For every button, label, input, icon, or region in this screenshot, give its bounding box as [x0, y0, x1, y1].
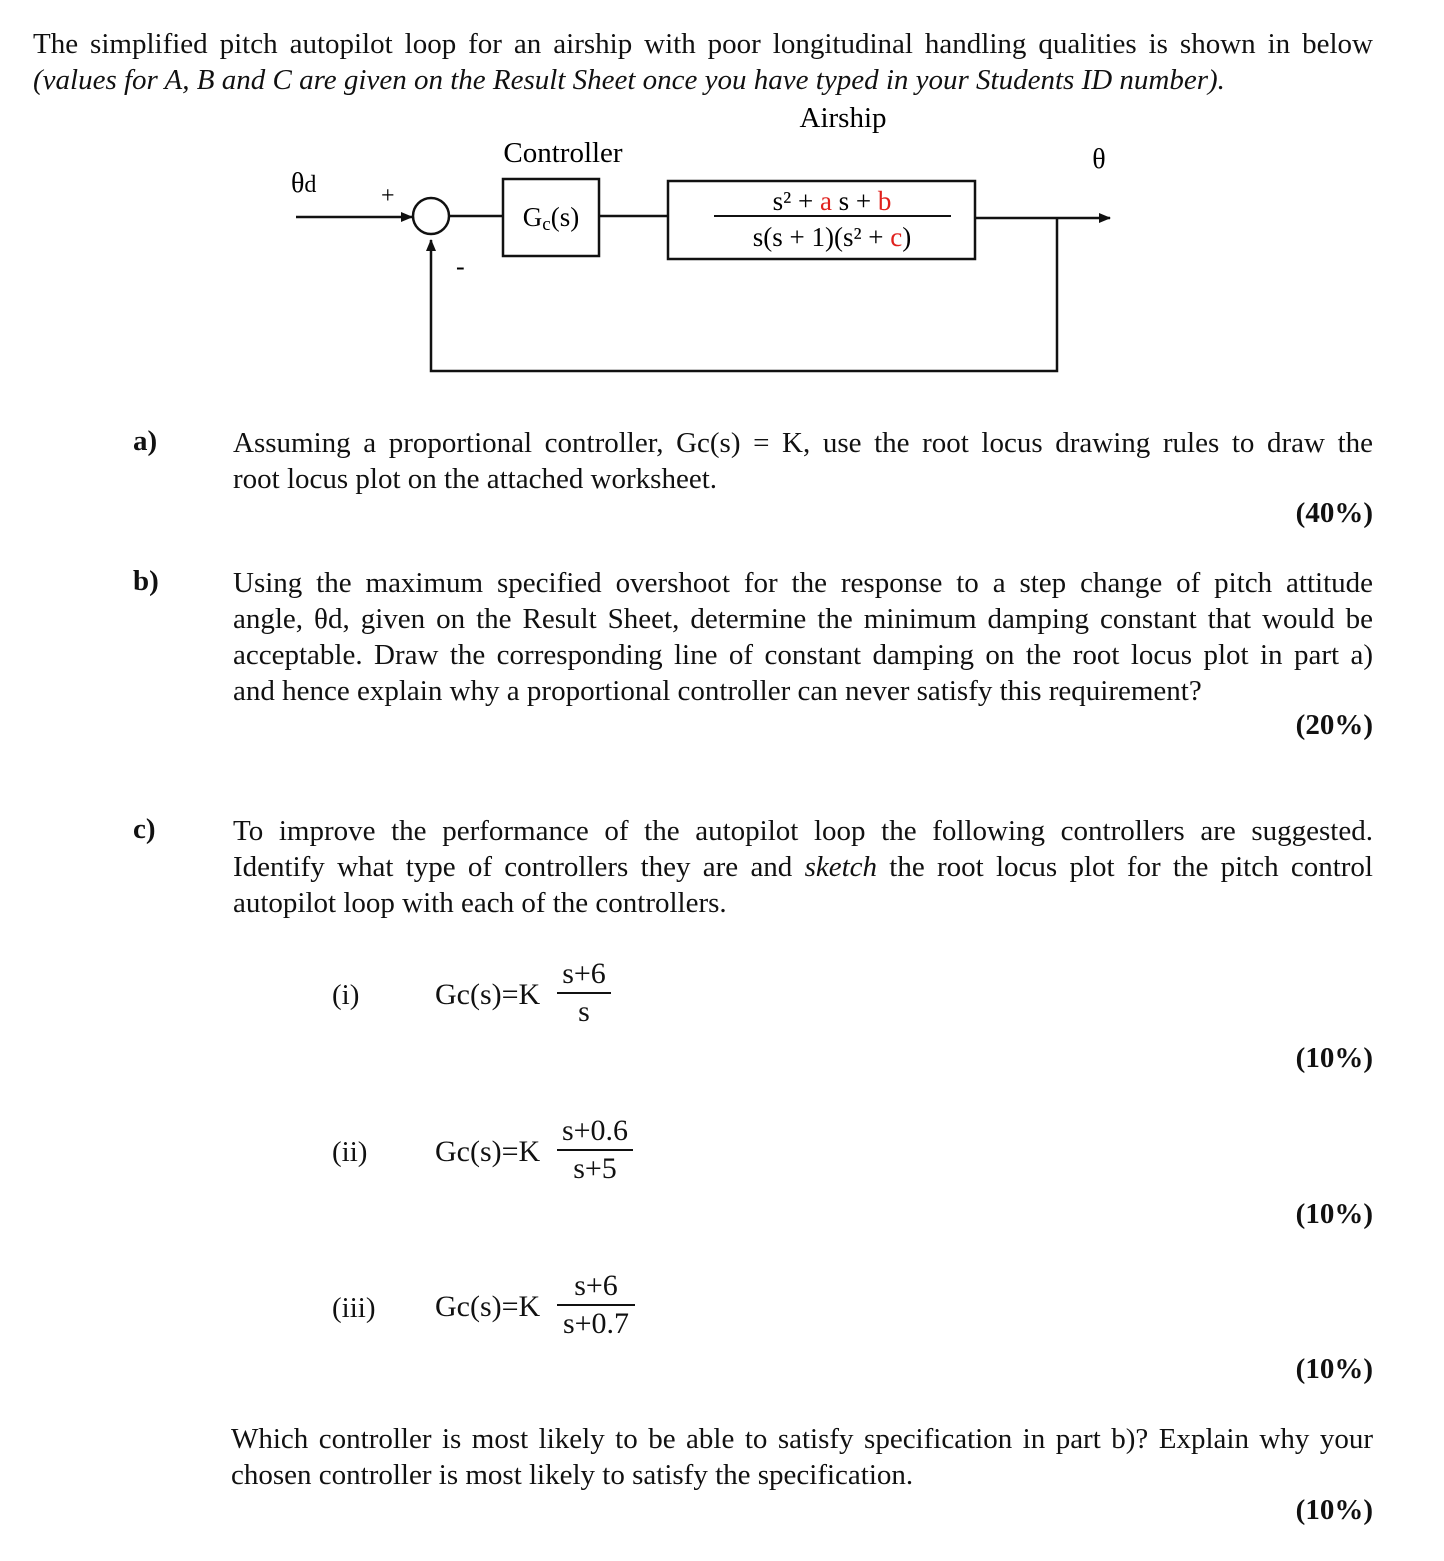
part-a-label: a) — [133, 425, 158, 457]
output-theta-label: θ — [1092, 144, 1106, 175]
controller-ii-label: (ii) — [332, 1136, 368, 1168]
minus-sign: - — [456, 252, 465, 281]
controller-i-lhs: Gc(s)=K — [435, 978, 541, 1011]
plus-sign: + — [381, 183, 395, 209]
coefficient-c: c — [890, 222, 903, 252]
part-c-line-2-post: the root locus plot for the pitch control — [877, 851, 1373, 883]
part-b-label: b) — [133, 565, 159, 597]
coefficient-b: b — [877, 186, 892, 216]
part-c-line-2-pre: Identify what type of controllers they are and — [233, 851, 805, 883]
coefficient-a: a — [819, 186, 832, 216]
part-b-line-2: angle, θd, given on the Result Sheet, determine the minimum damping constant that would be — [233, 603, 1373, 635]
part-c-label: c) — [133, 813, 156, 845]
controller-iii-lhs: Gc(s)=K — [435, 1290, 541, 1323]
plant-numerator-s2: s² + — [772, 186, 820, 216]
part-c-text — [233, 813, 1373, 921]
closing-line-2: chosen controller is most likely to satisfy the specification. — [231, 1459, 914, 1491]
input-theta-d-label: θd — [291, 168, 317, 199]
summing-junction — [413, 198, 449, 234]
controller-i-fraction — [557, 958, 611, 1028]
controller-iii-label: (iii) — [332, 1292, 376, 1324]
block-diagram — [0, 100, 1444, 400]
airship-label: Airship — [799, 102, 887, 134]
plant-numerator — [773, 186, 892, 216]
controller-iii-fraction-bar — [557, 1304, 635, 1306]
intro-paragraph — [33, 26, 1373, 98]
part-b-line-1: Using the maximum specified overshoot for the response to a step change of pitch attitude — [233, 567, 1373, 599]
controller-i-fraction-bar — [557, 992, 611, 994]
controller-label: Controller — [503, 137, 623, 169]
closing-line-1: Which controller is most likely to be able to satisfy specification in part b)? Explain why your — [231, 1423, 1373, 1455]
intro-line-2: (values for A, B and C are given on the Result Sheet once you have typed in your Students ID number). — [33, 64, 1225, 96]
controller-i-label: (i) — [332, 979, 360, 1011]
controller-i-formula — [435, 958, 655, 1048]
controller-ii-formula — [435, 1115, 655, 1205]
controller-transfer-function: Gc(s) — [522, 202, 580, 235]
controller-iii-denominator: s+0.7 — [562, 1307, 630, 1340]
plant-denominator-pre: s(s + 1)(s² + — [752, 222, 891, 252]
controller-ii-fraction-bar — [557, 1149, 633, 1151]
closing-marks: (10%) — [1295, 1494, 1373, 1526]
part-a-text — [233, 425, 1373, 497]
controller-ii-numerator: s+0.6 — [561, 1114, 629, 1147]
part-b-line-4: and hence explain why a proportional controller can never satisfy this requirement? — [233, 675, 1202, 707]
part-a-line-2: root locus plot on the attached worksheet. — [233, 463, 718, 495]
plant-numerator-mid: s + — [831, 186, 878, 216]
plant-denominator — [753, 222, 912, 252]
controller-i-numerator: s+6 — [562, 957, 606, 990]
controller-ii-marks: (10%) — [1295, 1198, 1373, 1230]
closing-question — [231, 1421, 1373, 1493]
part-b-line-3: acceptable. Draw the corresponding line of constant damping on the root locus plot in part a) — [233, 639, 1373, 671]
part-a-marks: (40%) — [1295, 497, 1373, 529]
part-b-marks: (20%) — [1295, 709, 1373, 741]
part-c-line-1: To improve the performance of the autopilot loop the following controllers are suggested. — [233, 815, 1373, 847]
controller-i-marks: (10%) — [1295, 1042, 1373, 1074]
controller-i-denominator: s — [578, 995, 590, 1028]
part-a-line-1: Assuming a proportional controller, Gc(s) = K, use the root locus drawing rules to draw the — [233, 427, 1373, 459]
feedback-path — [431, 218, 1057, 371]
intro-line-1: The simplified pitch autopilot loop for an airship with poor longitudinal handling qualities is shown in below — [33, 28, 1373, 60]
part-c-line-2-italic: sketch — [804, 851, 878, 883]
controller-iii-marks: (10%) — [1295, 1353, 1373, 1385]
part-c-line-3: autopilot loop with each of the controllers. — [233, 887, 727, 919]
part-b-text — [233, 565, 1373, 709]
controller-iii-fraction — [557, 1270, 635, 1340]
controller-ii-fraction — [557, 1115, 633, 1185]
part-c-line-2 — [233, 849, 1373, 885]
controller-iii-formula — [435, 1270, 655, 1360]
controller-ii-lhs: Gc(s)=K — [435, 1135, 541, 1168]
controller-iii-numerator: s+6 — [574, 1269, 618, 1302]
controller-ii-denominator: s+5 — [573, 1152, 617, 1185]
plant-denominator-post: ) — [902, 222, 912, 252]
